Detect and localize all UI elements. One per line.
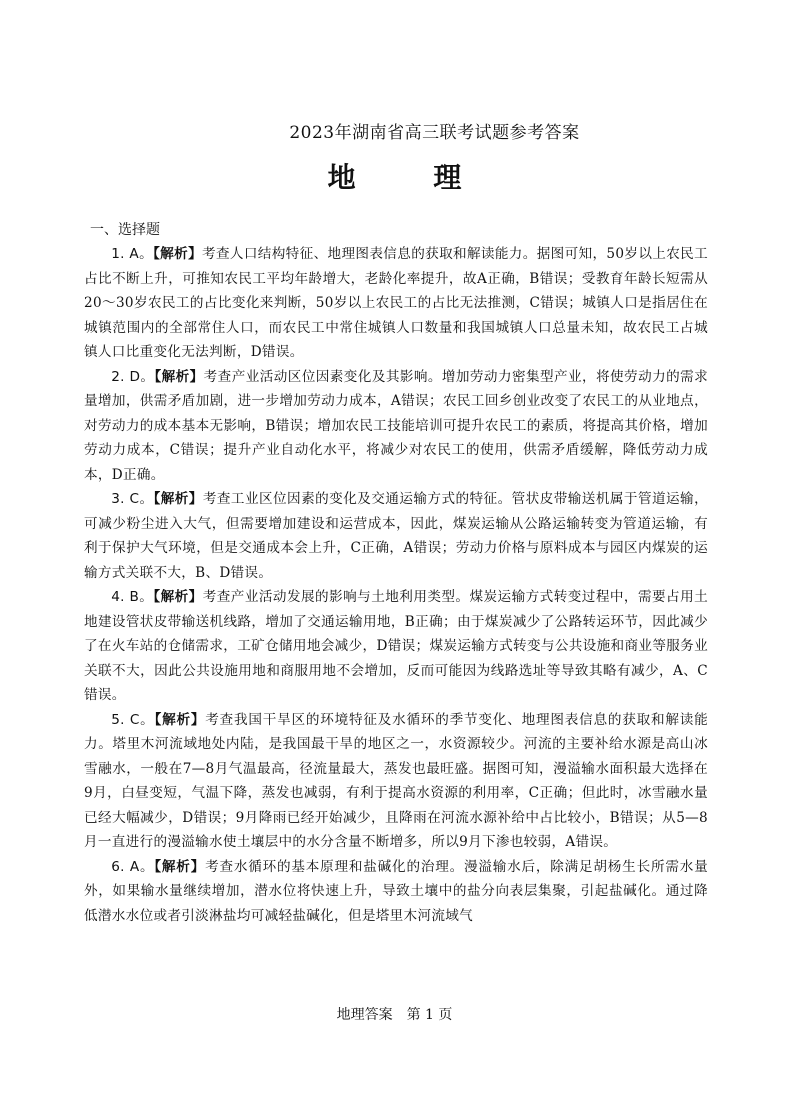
answer-tag: 【解析】 [154, 711, 206, 728]
answer-text: 考查我国干旱区的环境特征及水循环的季节变化、地理图表信息的获取和解读能力。塔里木河流域地处内陆，是我国最干旱的地区之一，水资源较少。河流的主要补给水源是高山冰雪融水，一般在7—8月气温最高，径流量最大，蒸发也最旺盛。据图可知，漫溢输水面积最大选择在9月，白昼变短，气温下降，蒸发也减弱，有利于提高水资源的利用率，C正确；但此时，冰雪融水量已经大幅减少，D错误；9月降雨已经开始减少，且降雨在河流水源补给中占比较小，B错误；从5—8月一直进行的漫溢输水使土壤层中的水分含量不断增多，所以9月下渗也较弱，A错误。 [84, 711, 708, 850]
answer-paragraph-5 [84, 708, 708, 855]
page-footer: 地理答案 第 1 页 [336, 1007, 453, 1023]
answer-text: 考查产业活动区位因素变化及其影响。增加劳动力密集型产业，将使劳动力的需求量增加，供需矛盾加剧，进一步增加劳动力成本，A错误；农民工回乡创业改变了农民工的从业地点，对劳动力的成本基本无影响，B错误；增加农民工技能培训可提升农民工的素质，将提高其价格，增加劳动力成本，C错误；提升产业自动化水平，将减少对农民工的使用，供需矛盾缓解，降低劳动力成本，D正确。 [84, 368, 709, 483]
answer-paragraph-2 [84, 365, 708, 488]
answer-tag: 【解析】 [153, 246, 203, 262]
document-title: 2023年湖南省高三联考试题参考答案 [289, 123, 580, 143]
answer-paragraph-4 [84, 585, 708, 708]
answer-paragraph-1 [84, 242, 708, 365]
subject-title: 地 理 [327, 161, 496, 194]
answer-number: 3. C。 [111, 491, 154, 507]
section-title: 一、选择题 [90, 222, 160, 238]
answer-number: 2. D。 [111, 368, 155, 385]
answer-paragraph-6 [84, 855, 708, 929]
answer-content [84, 218, 708, 928]
answer-text: 考查工业区位因素的变化及交通运输方式的特征。管状皮带输送机属于管道运输，可减少粉尘进入大气，但需要增加建设和运营成本，因此，煤炭运输从公路运输转变为管道运输，有利于保护大气环境，但是交通成本会上升，C正确，A错误；劳动力价格与原料成本与园区内煤炭的运输方式关联不大，B、D错误。 [84, 491, 708, 581]
answer-number: 1. A。 [111, 246, 154, 262]
answer-tag: 【解析】 [154, 858, 206, 875]
answer-text: 考查水循环的基本原理和盐碱化的治理。漫溢输水后，除满足胡杨生长所需水量外，如果输水量继续增加，潜水位将快速上升，导致土壤中的盐分向表层集聚，引起盐碱化。通过降低潜水水位或者引淡淋盐均可减轻盐碱化，但是塔里木河流域气 [84, 858, 708, 924]
answer-text: 考查产业活动发展的影响与土地利用类型。煤炭运输方式转变过程中，需要占用土地建设管状皮带输送机线路，增加了交通运输用地，B正确；由于煤炭减少了公路转运环节，因此减少了在火车站的仓储需求，工矿仓储用地会减少，D错误；煤炭运输方式转变与公共设施和商业等服务业关联不大，因此公共设施用地和商服用地不会增加，反而可能因为线路选址等导致其略有减少，A、C错误。 [84, 589, 709, 703]
answer-tag: 【解析】 [153, 589, 203, 605]
answer-paragraph-3 [84, 487, 708, 585]
answer-number: 6. A。 [111, 858, 155, 875]
answer-tag: 【解析】 [153, 491, 203, 507]
answer-number: 5. C。 [111, 711, 155, 728]
answer-text: 考查人口结构特征、地理图表信息的获取和解读能力。据图可知，50岁以上农民工占比不断上升，可推知农民工平均年龄增大，老龄化率提升，故A正确，B错误；受教育年龄长短需从20～30岁农民工的占比变化来判断，50岁以上农民工的占比无法推测，C错误；城镇人口是指居住在城镇范围内的全部常住人口，而农民工中常住城镇人口数量和我国城镇人口总量未知，故农民工占城镇人口比重变化无法判断，D错误。 [84, 246, 708, 360]
answer-number: 4. B。 [111, 589, 154, 605]
answer-tag: 【解析】 [154, 368, 204, 385]
